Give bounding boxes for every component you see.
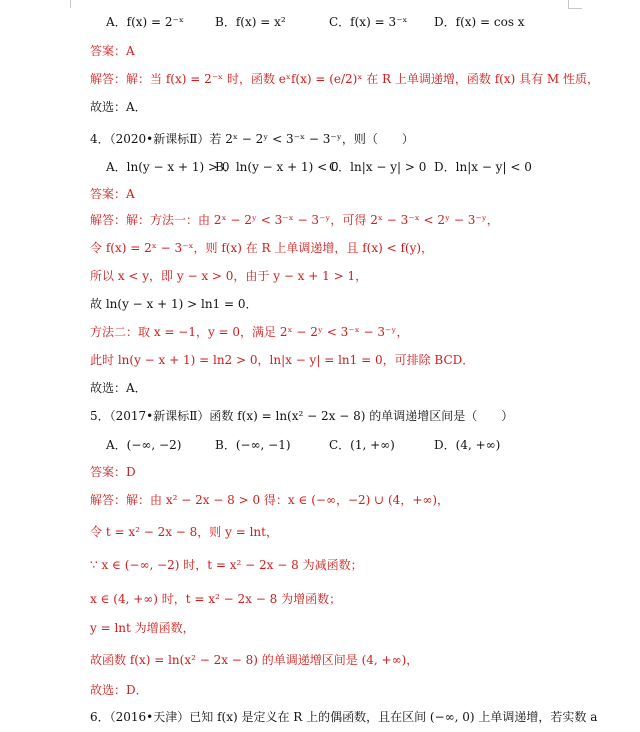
q4-s4-line: 故 ln(y − x + 1) > ln1 = 0．: [90, 297, 258, 311]
q4-ans-line: 答案：A: [90, 187, 135, 201]
q3-opts-option-b: B．f(x) = x²: [215, 15, 286, 29]
q4-s3-line: 所以 x < y，即 y − x > 0，由于 y − x + 1 > 1，: [90, 269, 368, 283]
q4-stem-line: 4．（2020•新课标Ⅱ）若 2ˣ − 2ʸ < 3⁻ˣ − 3⁻ʸ，则（ ）: [90, 132, 414, 146]
q5-s2-line: 令 t = x² − 2x − 8，则 y = lnt，: [90, 525, 278, 539]
q5-stem-line: 5．（2017•新课标Ⅱ）函数 f(x) = ln(x² − 2x − 8) 的单调递增区间是（ ）: [90, 409, 514, 423]
q4-s2-line: 令 f(x) = 2ˣ − 3⁻ˣ，则 f(x) 在 R 上单调递增，且 f(x) < f(y)，: [90, 241, 434, 255]
q4-opts-option-b: B．ln(y − x + 1) < 0: [215, 160, 339, 174]
q3-opts-option-d: D．f(x) = cos x: [434, 15, 525, 29]
q4-opts-option-c: C．ln|x − y| > 0: [329, 160, 427, 174]
q5-s3-line: ∵ x ∈ (−∞, −2) 时，t = x² − 2x − 8 为减函数；: [90, 558, 363, 572]
q5-ans-line: 答案：D: [90, 465, 136, 479]
corner-mark-top-right-h: [568, 8, 582, 9]
q5-opts-option-d: D．(4, +∞): [434, 438, 501, 452]
corner-mark-top-right: [568, 0, 569, 8]
q5-opts-option-c: C．(1, +∞): [329, 438, 395, 452]
q5-end-line: 故选：D．: [90, 683, 148, 697]
corner-mark-top-left: [70, 0, 71, 8]
q3-sol-line: 解答：解：当 f(x) = 2⁻ˣ 时，函数 eˣf(x) = (e/2)ˣ 在 R 上单调递增，函数 f(x) 具有 M 性质，: [90, 72, 600, 86]
q4-s1-line: 解答：解：方法一：由 2ˣ − 2ʸ < 3⁻ˣ − 3⁻ʸ，可得 2ˣ − 3⁻ˣ < 2ʸ − 3⁻ʸ，: [90, 213, 499, 227]
q5-s4-line: x ∈ (4, +∞) 时，t = x² − 2x − 8 为增函数；: [90, 592, 342, 606]
q4-opts-option-a: A．ln(y − x + 1) > 0: [106, 160, 230, 174]
q3-opts-option-a: A．f(x) = 2⁻ˣ: [106, 15, 184, 29]
q4-s6-line: 此时 ln(y − x + 1) = ln2 > 0，ln|x − y| = ln1 = 0，可排除 BCD．: [90, 353, 475, 367]
q4-s5-line: 方法二：取 x = −1，y = 0，满足 2ˣ − 2ʸ < 3⁻ˣ − 3⁻ʸ，: [90, 325, 409, 339]
q4-opts-option-d: D．ln|x − y| < 0: [434, 160, 532, 174]
q3-end-line: 故选：A．: [90, 100, 147, 114]
q3-ans-line: 答案：A: [90, 44, 135, 58]
q5-s1-line: 解答：解：由 x² − 2x − 8 > 0 得：x ∈ (−∞，−2) ∪ (4，+∞)，: [90, 493, 450, 507]
q4-end-line: 故选：A．: [90, 381, 147, 395]
q5-s6-line: 故函数 f(x) = ln(x² − 2x − 8) 的单调递增区间是 (4, +∞)，: [90, 653, 419, 667]
q5-opts-option-a: A．(−∞, −2): [106, 438, 182, 452]
q5-s5-line: y = lnt 为增函数，: [90, 621, 195, 635]
q6-stem-line: 6．（2016•天津）已知 f(x) 是定义在 R 上的偶函数，且在区间 (−∞, 0) 上单调递增，若实数 a: [90, 710, 598, 724]
q3-opts-option-c: C．f(x) = 3⁻ˣ: [329, 15, 408, 29]
q5-opts-option-b: B．(−∞, −1): [215, 438, 291, 452]
